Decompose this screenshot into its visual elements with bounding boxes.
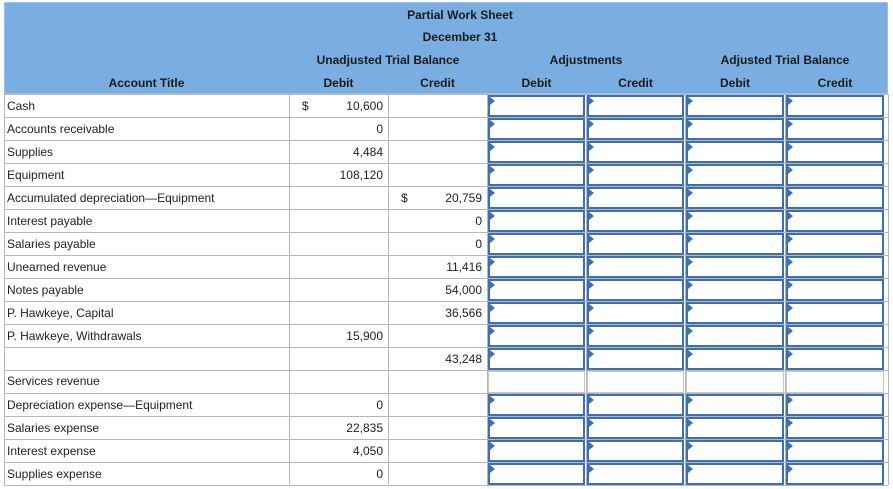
entry-marker-icon xyxy=(490,166,495,174)
account-name: Interest expense xyxy=(7,444,96,458)
worksheet-input-cell[interactable] xyxy=(786,394,884,416)
unadj-credit-value: 0 xyxy=(475,214,482,228)
worksheet-input-cell[interactable] xyxy=(786,118,884,140)
entry-marker-icon xyxy=(788,350,793,358)
entry-marker-icon xyxy=(688,281,693,289)
entry-marker-icon xyxy=(490,304,495,312)
worksheet-title: Partial Work Sheet xyxy=(407,8,513,22)
account-name: Salaries expense xyxy=(7,421,100,435)
entry-marker-icon xyxy=(589,327,594,335)
worksheet-input-cell[interactable] xyxy=(686,325,784,347)
column-divider xyxy=(888,94,889,485)
entry-marker-icon xyxy=(788,442,793,450)
worksheet-input-cell[interactable] xyxy=(587,440,684,462)
worksheet-input-cell[interactable] xyxy=(786,463,884,485)
entry-marker-icon xyxy=(589,120,594,128)
entry-marker-icon xyxy=(589,212,594,220)
blank-cell xyxy=(587,371,684,393)
unadj-debit-value: 108,120 xyxy=(339,168,383,182)
worksheet-input-cell[interactable] xyxy=(587,256,684,278)
entry-marker-icon xyxy=(589,143,594,151)
entry-marker-icon xyxy=(788,235,793,243)
entry-marker-icon xyxy=(490,258,495,266)
account-name: Unearned revenue xyxy=(7,260,107,274)
worksheet-input-cell[interactable] xyxy=(686,279,784,301)
worksheet-input-cell[interactable] xyxy=(686,348,784,370)
worksheet-input-cell[interactable] xyxy=(786,95,884,117)
account-name: Services revenue xyxy=(7,374,100,388)
worksheet-input-cell[interactable] xyxy=(488,233,585,255)
worksheet-input-cell[interactable] xyxy=(587,95,684,117)
unadj-credit-value: 20,759 xyxy=(445,191,482,205)
worksheet-input-cell[interactable] xyxy=(786,279,884,301)
dollar-sign: $ xyxy=(302,99,309,113)
account-name: Depreciation expense—Equipment xyxy=(7,398,193,412)
unadj-debit-value: 0 xyxy=(376,122,383,136)
entry-marker-icon xyxy=(788,97,793,105)
blank-cell xyxy=(786,371,884,393)
worksheet-input-cell[interactable] xyxy=(686,164,784,186)
entry-marker-icon xyxy=(490,189,495,197)
worksheet-input-cell[interactable] xyxy=(488,95,585,117)
unadj-debit-value: 22,835 xyxy=(346,421,383,435)
worksheet-input-cell[interactable] xyxy=(587,417,684,439)
worksheet-input-cell[interactable] xyxy=(587,210,684,232)
entry-marker-icon xyxy=(589,304,594,312)
entry-marker-icon xyxy=(688,350,693,358)
unadj-debit-value: 15,900 xyxy=(346,329,383,343)
column-divider xyxy=(4,94,5,485)
entry-marker-icon xyxy=(490,465,495,473)
unadj-credit-value: 43,248 xyxy=(445,352,482,366)
entry-marker-icon xyxy=(490,396,495,404)
worksheet-input-cell[interactable] xyxy=(488,279,585,301)
account-name: Equipment xyxy=(7,168,65,182)
worksheet-input-cell[interactable] xyxy=(488,164,585,186)
unadj-debit-value: 4,484 xyxy=(352,145,383,159)
entry-marker-icon xyxy=(490,327,495,335)
worksheet-input-cell[interactable] xyxy=(786,256,884,278)
worksheet-input-cell[interactable] xyxy=(488,348,585,370)
worksheet-input-cell[interactable] xyxy=(587,233,684,255)
entry-marker-icon xyxy=(788,465,793,473)
entry-marker-icon xyxy=(688,166,693,174)
worksheet-input-cell[interactable] xyxy=(786,141,884,163)
worksheet-input-cell[interactable] xyxy=(686,118,784,140)
worksheet-input-cell[interactable] xyxy=(786,233,884,255)
worksheet-input-cell[interactable] xyxy=(587,463,684,485)
worksheet-input-cell[interactable] xyxy=(686,440,784,462)
account-name: Accumulated depreciation—Equipment xyxy=(7,191,215,205)
worksheet-input-cell[interactable] xyxy=(686,302,784,324)
worksheet-input-cell[interactable] xyxy=(786,302,884,324)
entry-marker-icon xyxy=(688,212,693,220)
worksheet-input-cell[interactable] xyxy=(686,417,784,439)
worksheet-input-cell[interactable] xyxy=(488,440,585,462)
unadj-credit-value: 0 xyxy=(475,237,482,251)
worksheet-input-cell[interactable] xyxy=(786,187,884,209)
entry-marker-icon xyxy=(490,235,495,243)
account-name: Supplies xyxy=(7,145,54,159)
account-name: Salaries payable xyxy=(7,237,96,251)
account-name: Cash xyxy=(7,99,36,113)
entry-marker-icon xyxy=(589,350,594,358)
worksheet-input-cell[interactable] xyxy=(786,348,884,370)
account-name: P. Hawkeye, Capital xyxy=(7,306,114,320)
entry-marker-icon xyxy=(490,212,495,220)
group-adjusted: Adjusted Trial Balance xyxy=(720,53,850,67)
worksheet-input-cell[interactable] xyxy=(587,141,684,163)
entry-marker-icon xyxy=(688,258,693,266)
worksheet-input-cell[interactable] xyxy=(587,187,684,209)
entry-marker-icon xyxy=(688,465,693,473)
worksheet-input-cell[interactable] xyxy=(686,463,784,485)
unadj-debit-value: 0 xyxy=(376,398,383,412)
account-name: Accounts receivable xyxy=(7,122,115,136)
entry-marker-icon xyxy=(589,419,594,427)
entry-marker-icon xyxy=(589,258,594,266)
entry-marker-icon xyxy=(490,442,495,450)
subcol-adj-debit: Debit xyxy=(521,76,552,90)
worksheet-input-cell[interactable] xyxy=(488,417,585,439)
worksheet-date: December 31 xyxy=(422,30,498,44)
group-unadjusted: Unadjusted Trial Balance xyxy=(316,53,460,67)
worksheet-input-cell[interactable] xyxy=(488,256,585,278)
entry-marker-icon xyxy=(589,235,594,243)
worksheet-input-cell[interactable] xyxy=(786,417,884,439)
unadj-debit-value: 0 xyxy=(376,467,383,481)
blank-cell xyxy=(488,371,585,393)
worksheet-input-cell[interactable] xyxy=(686,141,784,163)
worksheet-input-cell[interactable] xyxy=(587,348,684,370)
worksheet-input-cell[interactable] xyxy=(786,210,884,232)
entry-marker-icon xyxy=(490,350,495,358)
entry-marker-icon xyxy=(688,143,693,151)
entry-marker-icon xyxy=(688,235,693,243)
entry-marker-icon xyxy=(788,396,793,404)
entry-marker-icon xyxy=(688,120,693,128)
subcol-adj-credit: Credit xyxy=(618,76,653,90)
entry-marker-icon xyxy=(589,166,594,174)
entry-marker-icon xyxy=(490,281,495,289)
worksheet-input-cell[interactable] xyxy=(587,118,684,140)
subcol-atb-debit: Debit xyxy=(720,76,750,90)
worksheet-input-cell[interactable] xyxy=(488,302,585,324)
account-name: Supplies expense xyxy=(7,467,102,481)
entry-marker-icon xyxy=(589,465,594,473)
entry-marker-icon xyxy=(589,281,594,289)
group-adjustments: Adjustments xyxy=(549,53,623,67)
worksheet-input-cell[interactable] xyxy=(686,187,784,209)
worksheet-input-cell[interactable] xyxy=(488,210,585,232)
worksheet-input-cell[interactable] xyxy=(587,302,684,324)
entry-marker-icon xyxy=(788,281,793,289)
entry-marker-icon xyxy=(788,166,793,174)
subcol-unadj-debit: Debit xyxy=(323,76,354,90)
entry-marker-icon xyxy=(490,97,495,105)
worksheet-input-cell[interactable] xyxy=(686,233,784,255)
entry-marker-icon xyxy=(490,120,495,128)
worksheet-input-cell[interactable] xyxy=(686,95,784,117)
worksheet-input-cell[interactable] xyxy=(686,256,784,278)
worksheet-input-cell[interactable] xyxy=(587,394,684,416)
blank-cell xyxy=(686,371,784,393)
entry-marker-icon xyxy=(788,189,793,197)
entry-marker-icon xyxy=(688,304,693,312)
entry-marker-icon xyxy=(589,396,594,404)
entry-marker-icon xyxy=(589,97,594,105)
worksheet-input-cell[interactable] xyxy=(587,164,684,186)
entry-marker-icon xyxy=(788,143,793,151)
unadj-credit-value: 36,566 xyxy=(445,306,482,320)
unadj-debit-value: 4,050 xyxy=(352,444,383,458)
worksheet-input-cell[interactable] xyxy=(786,325,884,347)
worksheet-input-cell[interactable] xyxy=(686,210,784,232)
entry-marker-icon xyxy=(688,442,693,450)
account-title-header: Account Title xyxy=(108,76,185,90)
entry-marker-icon xyxy=(788,327,793,335)
unadj-credit-value: 54,000 xyxy=(445,283,482,297)
entry-marker-icon xyxy=(788,258,793,266)
entry-marker-icon xyxy=(788,419,793,427)
account-name: P. Hawkeye, Withdrawals xyxy=(7,329,142,343)
unadj-credit-value: 11,416 xyxy=(446,260,482,274)
entry-marker-icon xyxy=(490,419,495,427)
entry-marker-icon xyxy=(688,97,693,105)
row-divider xyxy=(4,485,888,486)
entry-marker-icon xyxy=(688,396,693,404)
entry-marker-icon xyxy=(788,120,793,128)
worksheet-input-cell[interactable] xyxy=(488,463,585,485)
entry-marker-icon xyxy=(490,143,495,151)
worksheet-input-cell[interactable] xyxy=(686,394,784,416)
entry-marker-icon xyxy=(688,419,693,427)
worksheet-input-cell[interactable] xyxy=(587,279,684,301)
worksheet-input-cell[interactable] xyxy=(488,325,585,347)
worksheet-input-cell[interactable] xyxy=(587,325,684,347)
entry-marker-icon xyxy=(788,304,793,312)
worksheet-input-cell[interactable] xyxy=(488,141,585,163)
entry-marker-icon xyxy=(589,442,594,450)
entry-marker-icon xyxy=(788,212,793,220)
entry-marker-icon xyxy=(688,189,693,197)
worksheet-input-cell[interactable] xyxy=(488,118,585,140)
account-name: Notes payable xyxy=(7,283,84,297)
worksheet-input-cell[interactable] xyxy=(786,164,884,186)
unadj-debit-value: 10,600 xyxy=(346,99,383,113)
entry-marker-icon xyxy=(589,189,594,197)
worksheet-input-cell[interactable] xyxy=(488,394,585,416)
subcol-atb-credit: Credit xyxy=(817,76,853,90)
account-name: Interest payable xyxy=(7,214,93,228)
subcol-unadj-credit: Credit xyxy=(420,76,455,90)
entry-marker-icon xyxy=(688,327,693,335)
dollar-sign: $ xyxy=(401,191,408,205)
worksheet-input-cell[interactable] xyxy=(488,187,585,209)
worksheet-input-cell[interactable] xyxy=(786,440,884,462)
